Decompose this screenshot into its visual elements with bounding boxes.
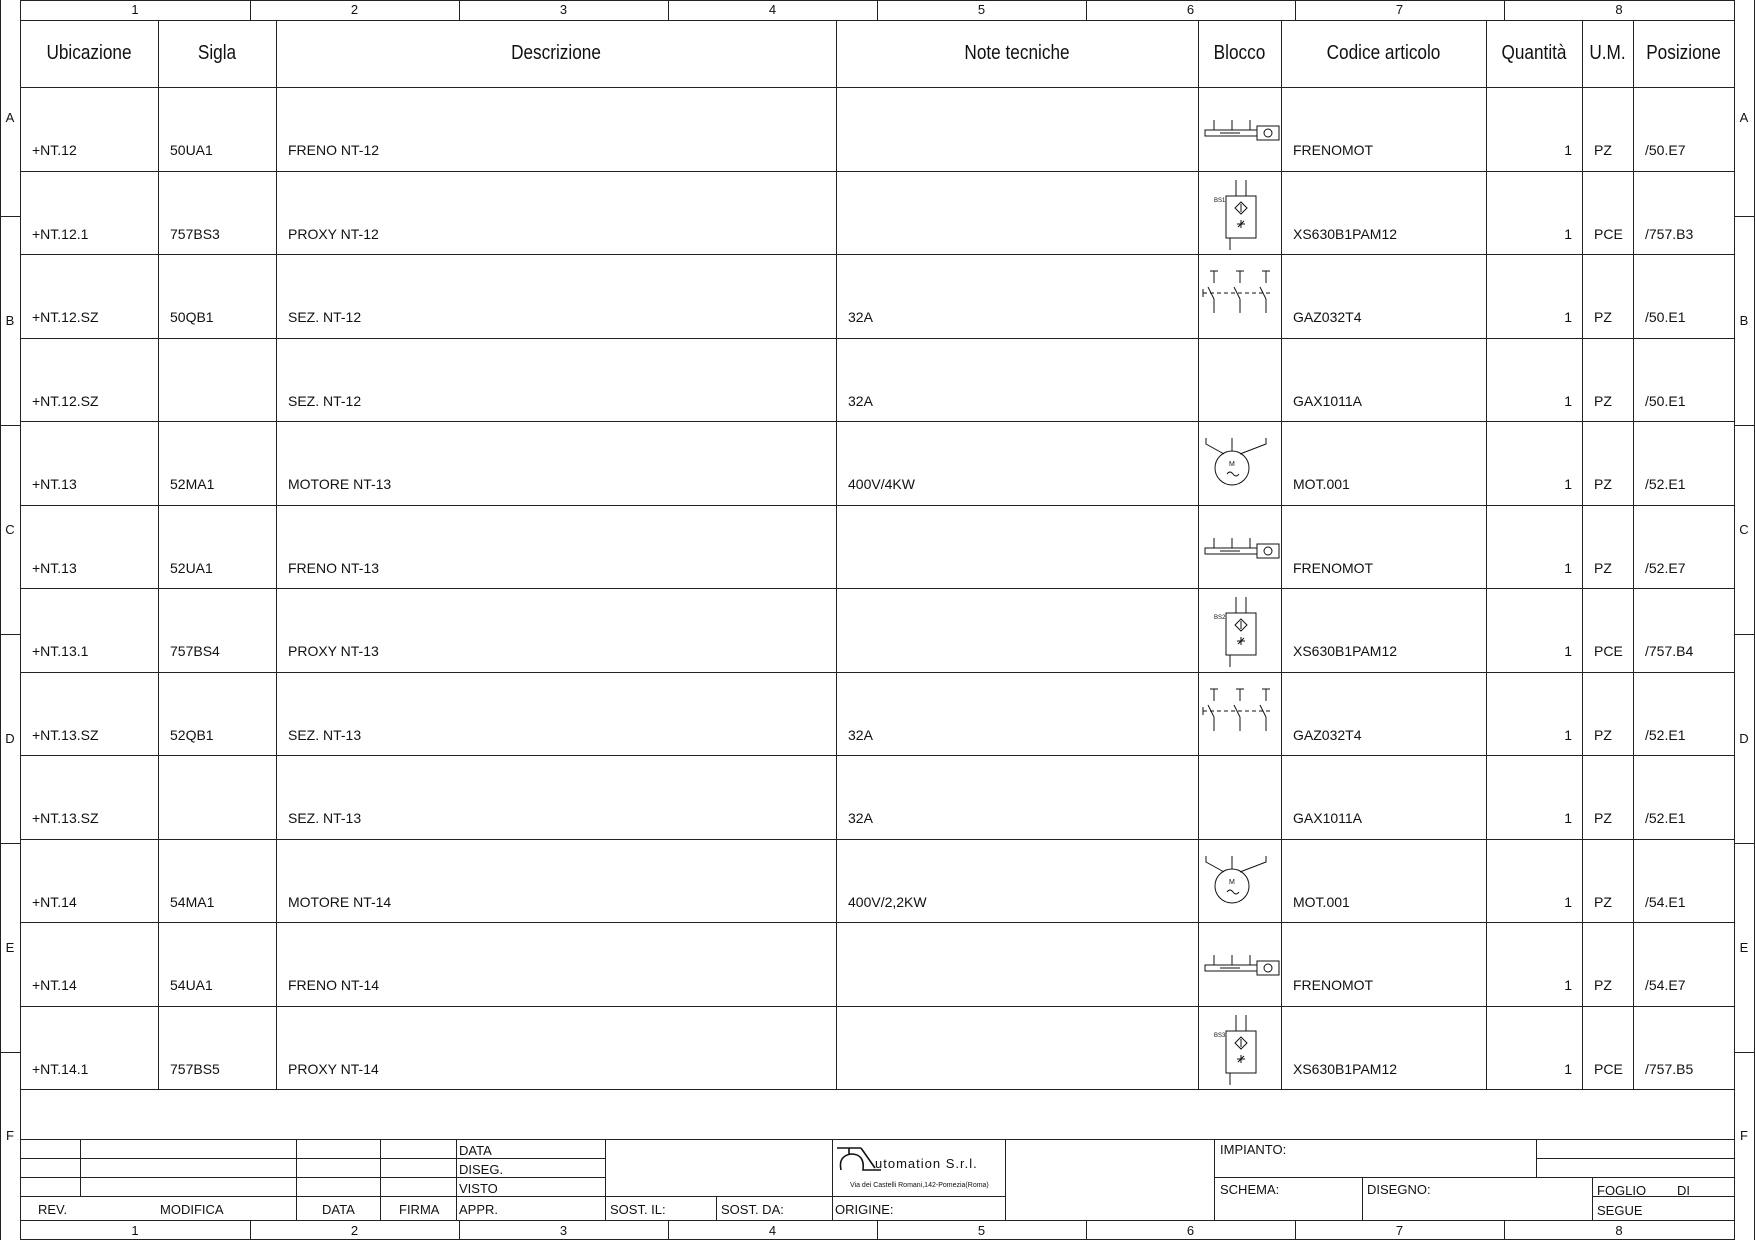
proximity-sensor-icon xyxy=(1200,1009,1280,1087)
cell-um: PZ xyxy=(1594,560,1612,576)
cell-note: 32A xyxy=(848,810,873,826)
cell-sigla: 50UA1 xyxy=(170,142,213,158)
modifica-label: MODIFICA xyxy=(160,1202,224,1217)
cell-posizione: /54.E1 xyxy=(1645,894,1686,910)
cell-descrizione: SEZ. NT-12 xyxy=(288,309,362,325)
cell-posizione: /50.E1 xyxy=(1645,393,1686,409)
column-number-6: 6 xyxy=(1186,2,1195,17)
cell-um: PZ xyxy=(1594,977,1612,993)
row-divider xyxy=(20,922,1734,923)
cell-descrizione: SEZ. NT-12 xyxy=(288,393,362,409)
cell-codice: XS630B1PAM12 xyxy=(1293,643,1398,659)
proximity-sensor-icon xyxy=(1200,174,1280,252)
motor-m-glyph: M xyxy=(1228,461,1235,468)
zone-divider xyxy=(0,425,20,426)
cell-posizione: /52.E1 xyxy=(1645,810,1686,826)
row-letter-F: F xyxy=(6,1128,14,1143)
cell-posizione: /757.B3 xyxy=(1645,226,1694,242)
cell-posizione: /50.E1 xyxy=(1645,309,1686,325)
cell-posizione: /757.B4 xyxy=(1645,643,1694,659)
motor-m-glyph: M xyxy=(1228,879,1235,886)
cell-codice: GAX1011A xyxy=(1293,393,1363,409)
row-letter-F: F xyxy=(1740,1128,1748,1143)
row-divider xyxy=(20,755,1734,756)
cell-sigla: 54MA1 xyxy=(170,894,215,910)
column-number-5: 5 xyxy=(977,1223,986,1238)
data-label: DATA xyxy=(322,1202,355,1217)
impianto-label: IMPIANTO: xyxy=(1220,1142,1287,1157)
sensor-tag: BS2 xyxy=(1213,615,1225,621)
column-number-7: 7 xyxy=(1395,1223,1404,1238)
column-number-3: 3 xyxy=(559,2,568,17)
column-number-5: 5 xyxy=(977,2,986,17)
cell-descrizione: FRENO NT-12 xyxy=(288,142,380,158)
sost-il-label: SOST. IL: xyxy=(610,1202,666,1217)
cell-ubicazione: +NT.14 xyxy=(32,977,77,993)
row-divider xyxy=(20,421,1734,422)
cell-descrizione: FRENO NT-14 xyxy=(288,977,380,993)
cell-descrizione: FRENO NT-13 xyxy=(288,560,380,576)
row-letter-A: A xyxy=(5,110,15,125)
cell-codice: FRENOMOT xyxy=(1293,977,1374,993)
cell-posizione: /54.E7 xyxy=(1645,977,1686,993)
column-number-8: 8 xyxy=(1615,2,1623,17)
row-divider xyxy=(20,254,1734,255)
cell-um: PZ xyxy=(1594,727,1612,743)
column-number-4: 4 xyxy=(768,1223,777,1238)
column-divider xyxy=(276,20,277,1089)
row-divider xyxy=(20,1089,1734,1090)
cell-quantita: 1 xyxy=(1564,894,1572,910)
cell-codice: XS630B1PAM12 xyxy=(1293,226,1398,242)
header-sigla: Sigla xyxy=(197,41,237,64)
cell-codice: GAZ032T4 xyxy=(1293,309,1362,325)
sensor-tag: BS1 xyxy=(1213,198,1225,204)
row-divider xyxy=(20,672,1734,673)
cell-note: 32A xyxy=(848,727,873,743)
cell-descrizione: MOTORE NT-14 xyxy=(288,894,392,910)
cell-sigla: 54UA1 xyxy=(170,977,213,993)
cell-ubicazione: +NT.13 xyxy=(32,476,77,492)
row-divider xyxy=(20,338,1734,339)
cell-sigla: 757BS3 xyxy=(170,226,220,242)
sensor-tag: BS3 xyxy=(1213,1033,1225,1039)
column-divider xyxy=(1582,20,1583,1089)
cell-note: 32A xyxy=(848,393,873,409)
row-letter-C: C xyxy=(5,521,15,537)
firma-label: FIRMA xyxy=(399,1202,440,1217)
zone-divider xyxy=(0,216,20,217)
column-divider xyxy=(158,20,159,1089)
cell-codice: FRENOMOT xyxy=(1293,142,1374,158)
cell-note: 400V/4KW xyxy=(848,476,915,492)
brake-icon xyxy=(1200,508,1280,586)
zone-divider xyxy=(0,1052,20,1053)
origine-label: ORIGINE: xyxy=(835,1202,894,1217)
cell-ubicazione: +NT.12.SZ xyxy=(32,393,99,409)
cell-quantita: 1 xyxy=(1564,810,1572,826)
column-number-2: 2 xyxy=(350,2,359,17)
disconnector-icon xyxy=(1200,257,1280,335)
zone-divider xyxy=(0,843,20,844)
row-letter-B: B xyxy=(1739,312,1749,328)
cell-sigla: 52MA1 xyxy=(170,476,215,492)
column-number-6: 6 xyxy=(1186,1223,1195,1238)
appr-label: APPR. xyxy=(459,1202,499,1217)
header-codice: Codice articolo xyxy=(1326,41,1441,64)
di-label: DI xyxy=(1677,1183,1690,1198)
cell-um: PZ xyxy=(1594,393,1612,409)
cell-sigla: 52QB1 xyxy=(170,727,214,743)
column-divider xyxy=(1633,20,1634,1089)
cell-descrizione: SEZ. NT-13 xyxy=(288,727,362,743)
column-number-8: 8 xyxy=(1615,1223,1623,1238)
disconnector-icon xyxy=(1200,675,1280,753)
row-letter-D: D xyxy=(1739,730,1749,746)
header-um: U.M. xyxy=(1589,41,1626,64)
header-blocco: Blocco xyxy=(1213,41,1266,64)
company-address: Via dei Castelli Romani,142-Pomezia(Roma) xyxy=(850,1182,989,1189)
column-number-2: 2 xyxy=(350,1223,359,1238)
cell-um: PCE xyxy=(1594,226,1623,242)
row-divider xyxy=(20,1006,1734,1007)
cell-descrizione: PROXY NT-14 xyxy=(288,1061,379,1077)
cell-codice: MOT.001 xyxy=(1293,476,1350,492)
zone-divider xyxy=(1734,634,1754,635)
cell-note: 32A xyxy=(848,309,873,325)
cell-quantita: 1 xyxy=(1564,643,1572,659)
cell-codice: XS630B1PAM12 xyxy=(1293,1061,1398,1077)
column-number-1: 1 xyxy=(131,2,139,17)
cell-descrizione: PROXY NT-12 xyxy=(288,226,379,242)
column-divider xyxy=(836,20,837,1089)
cell-um: PCE xyxy=(1594,1061,1623,1077)
row-divider xyxy=(20,171,1734,172)
data-field-label: DATA xyxy=(459,1143,492,1158)
cell-um: PZ xyxy=(1594,309,1612,325)
column-divider xyxy=(1486,20,1487,1089)
company-name: utomation S.r.l. xyxy=(875,1156,978,1171)
proximity-sensor-icon xyxy=(1200,591,1280,669)
cell-ubicazione: +NT.14 xyxy=(32,894,77,910)
row-letter-C: C xyxy=(1739,521,1749,537)
cell-posizione: /757.B5 xyxy=(1645,1061,1694,1077)
header-quantita: Quantità xyxy=(1501,41,1567,64)
header-posizione: Posizione xyxy=(1646,41,1721,64)
cell-quantita: 1 xyxy=(1564,142,1572,158)
cell-quantita: 1 xyxy=(1564,560,1572,576)
motor-icon xyxy=(1200,424,1280,502)
cell-um: PZ xyxy=(1594,810,1612,826)
header-descrizione: Descrizione xyxy=(511,41,601,64)
motor-icon xyxy=(1200,842,1280,920)
cell-ubicazione: +NT.13.SZ xyxy=(32,810,99,826)
zone-divider xyxy=(0,634,20,635)
cell-posizione: /52.E1 xyxy=(1645,476,1686,492)
cell-ubicazione: +NT.13.1 xyxy=(32,643,89,659)
cell-sigla: 50QB1 xyxy=(170,309,214,325)
zone-divider xyxy=(1734,425,1754,426)
column-number-3: 3 xyxy=(559,1223,568,1238)
cell-quantita: 1 xyxy=(1564,727,1572,743)
cell-ubicazione: +NT.13 xyxy=(32,560,77,576)
zone-divider xyxy=(1734,0,1735,20)
cell-codice: GAZ032T4 xyxy=(1293,727,1362,743)
cell-descrizione: MOTORE NT-13 xyxy=(288,476,392,492)
cell-sigla: 757BS4 xyxy=(170,643,220,659)
header-note: Note tecniche xyxy=(964,41,1070,64)
row-letter-A: A xyxy=(1739,110,1749,125)
cell-descrizione: SEZ. NT-13 xyxy=(288,810,362,826)
disegno-label: DISEGNO: xyxy=(1367,1182,1431,1197)
header-ubicazione: Ubicazione xyxy=(46,41,132,64)
cell-codice: FRENOMOT xyxy=(1293,560,1374,576)
cell-posizione: /52.E7 xyxy=(1645,560,1686,576)
row-divider xyxy=(20,505,1734,506)
column-number-1: 1 xyxy=(131,1223,139,1238)
cell-um: PZ xyxy=(1594,894,1612,910)
row-divider xyxy=(20,87,1734,88)
cell-quantita: 1 xyxy=(1564,393,1572,409)
cell-um: PZ xyxy=(1594,476,1612,492)
zone-divider xyxy=(1734,1220,1735,1240)
cell-ubicazione: +NT.12.SZ xyxy=(32,309,99,325)
zone-divider xyxy=(1734,843,1754,844)
cell-ubicazione: +NT.13.SZ xyxy=(32,727,99,743)
cell-ubicazione: +NT.12.1 xyxy=(32,226,89,242)
cell-um: PCE xyxy=(1594,643,1623,659)
row-letter-B: B xyxy=(5,312,15,328)
cell-codice: GAX1011A xyxy=(1293,810,1363,826)
cell-descrizione: PROXY NT-13 xyxy=(288,643,379,659)
zone-divider xyxy=(1734,216,1754,217)
schema-label: SCHEMA: xyxy=(1220,1182,1280,1197)
cell-sigla: 757BS5 xyxy=(170,1061,220,1077)
column-divider xyxy=(1281,20,1282,1089)
row-letter-E: E xyxy=(5,939,15,955)
zone-divider xyxy=(1734,1052,1754,1053)
row-divider xyxy=(20,839,1734,840)
cell-sigla: 52UA1 xyxy=(170,560,213,576)
cell-quantita: 1 xyxy=(1564,476,1572,492)
cell-um: PZ xyxy=(1594,142,1612,158)
diseg-label: DISEG. xyxy=(459,1162,504,1177)
cell-quantita: 1 xyxy=(1564,977,1572,993)
column-number-7: 7 xyxy=(1395,2,1404,17)
brake-icon xyxy=(1200,90,1280,168)
brake-icon xyxy=(1200,925,1280,1003)
sost-da-label: SOST. DA: xyxy=(721,1202,784,1217)
cell-quantita: 1 xyxy=(1564,226,1572,242)
visto-label: VISTO xyxy=(459,1181,498,1196)
cell-note: 400V/2,2KW xyxy=(848,894,927,910)
foglio-label: FOGLIO xyxy=(1597,1183,1647,1198)
cell-ubicazione: +NT.12 xyxy=(32,142,77,158)
cell-posizione: /52.E1 xyxy=(1645,727,1686,743)
column-number-4: 4 xyxy=(768,2,777,17)
cell-quantita: 1 xyxy=(1564,1061,1572,1077)
row-letter-E: E xyxy=(1739,939,1749,955)
cell-posizione: /50.E7 xyxy=(1645,142,1686,158)
cell-codice: MOT.001 xyxy=(1293,894,1350,910)
rev-label: REV. xyxy=(38,1202,68,1217)
segue-label: SEGUE xyxy=(1597,1203,1643,1218)
row-letter-D: D xyxy=(5,730,15,746)
cell-quantita: 1 xyxy=(1564,309,1572,325)
row-divider xyxy=(20,588,1734,589)
cell-ubicazione: +NT.14.1 xyxy=(32,1061,89,1077)
